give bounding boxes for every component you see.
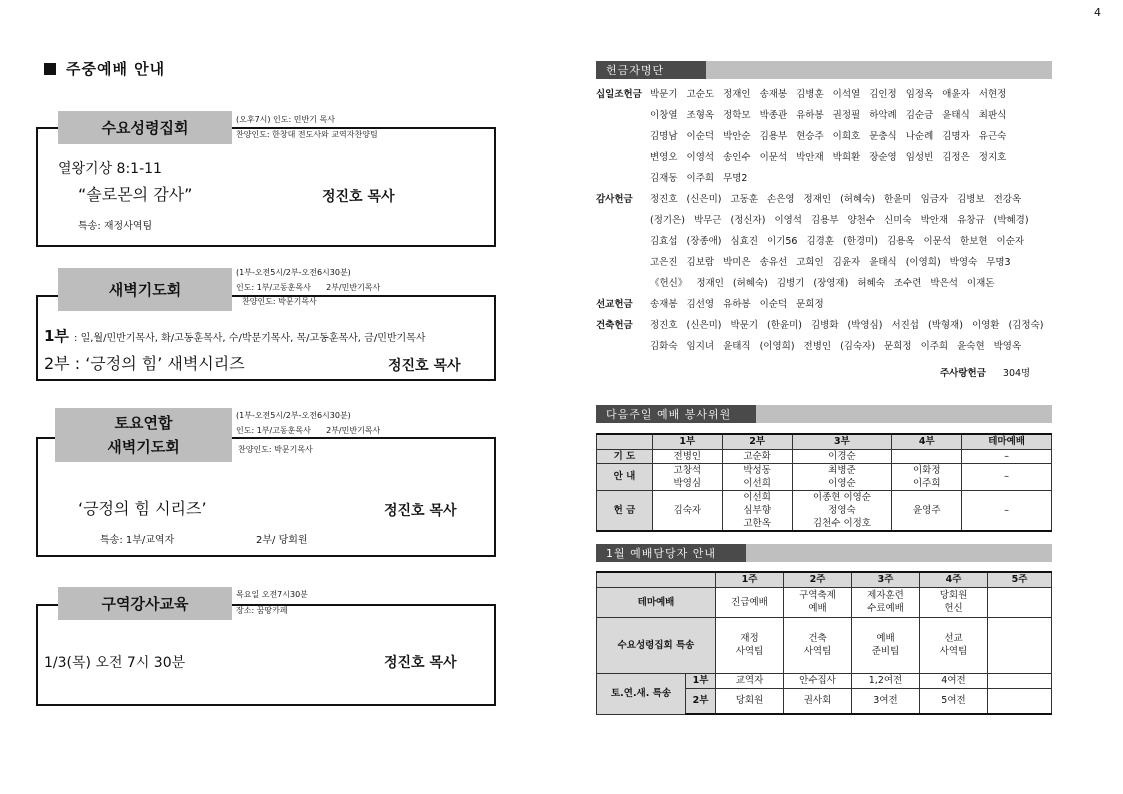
offering-category: 십일조헌금 xyxy=(596,89,642,100)
donor-name: 이기56 xyxy=(767,236,798,247)
donor-name: 임지녀 xyxy=(686,341,715,352)
table-cell: 권사회 xyxy=(784,688,852,714)
donor-name: 정지호 xyxy=(978,152,1007,163)
donor-name: 나순례 xyxy=(905,131,934,142)
donor-name: 임성빈 xyxy=(905,152,934,163)
offering-names xyxy=(650,173,756,184)
row-header: 기 도 xyxy=(597,449,653,463)
sat-service-label xyxy=(55,408,232,462)
donor-name: 김명남 xyxy=(650,131,678,142)
donor-name: (박영심) xyxy=(847,320,883,331)
sat-preacher: 정진호 목사 xyxy=(384,503,457,519)
row-subheader: 2부 xyxy=(686,688,716,714)
district-info-time: 목요일 오전7시30분 xyxy=(236,590,308,599)
column-header: 5주 xyxy=(988,572,1052,587)
donor-name: 박무근 xyxy=(693,215,722,226)
donor-name: 조수련 xyxy=(893,278,922,289)
wed-info-praise: 찬양인도: 한창대 전도사와 교역자찬양팀 xyxy=(236,130,378,139)
donor-name: 윤태식 xyxy=(869,257,897,268)
donor-name: 정진호 xyxy=(650,194,678,205)
dawn-info-leaders: 인도: 1부/고동훈목사 2부/민반기목사 xyxy=(236,283,381,292)
table-cell: 재정 사역팀 xyxy=(716,617,784,673)
donor-name: 서현정 xyxy=(978,89,1007,100)
wed-sermon-title: “솔로몬의 감사” xyxy=(78,185,193,204)
donor-name: 고순도 xyxy=(686,89,715,100)
sat-info-leaders: 인도: 1부/고동훈목사 2부/민반기목사 xyxy=(236,426,381,435)
table-row xyxy=(597,463,1052,490)
donor-name: 이석열 xyxy=(832,89,861,100)
offering-names xyxy=(650,131,1015,142)
table-cell: 진급예배 xyxy=(716,587,784,617)
donor-name: (박형재) xyxy=(927,320,963,331)
donor-name: 유근숙 xyxy=(978,131,1007,142)
dawn-service-label: 새벽기도회 xyxy=(58,268,232,311)
sat-label-line2: 새벽기도회 xyxy=(107,438,180,456)
donor-name: 정진호 xyxy=(650,320,678,331)
offering-names xyxy=(650,194,1030,205)
donor-name: 김병훈 xyxy=(796,89,824,100)
donor-name: (이영희) xyxy=(759,341,795,352)
donor-name: 유창규 xyxy=(957,215,985,226)
page-number: 4 xyxy=(1094,6,1101,19)
donor-name: 박문기 xyxy=(730,320,759,331)
donor-name: 변영오 xyxy=(650,152,678,163)
table-row xyxy=(597,587,1052,617)
district-preacher: 정진호 목사 xyxy=(384,655,457,671)
table-cell: 예배 준비팀 xyxy=(852,617,920,673)
offering-row xyxy=(596,211,1038,231)
table-cell: 이선희 심부향 고한옥 xyxy=(722,490,792,531)
donor-name: 심효진 xyxy=(730,236,759,247)
offering-names xyxy=(650,278,1003,289)
table-cell: 이종현 이영순 정영숙 김천수 이정호 xyxy=(792,490,892,531)
offering-category: 감사헌금 xyxy=(596,194,633,205)
table-cell: 이화정 이주희 xyxy=(892,463,962,490)
table-cell: – xyxy=(962,449,1052,463)
donor-name: 정재인 xyxy=(696,278,724,289)
dawn-info-praise: 찬양인도: 박문기목사 xyxy=(242,297,317,306)
donor-name: 윤태식 xyxy=(942,110,970,121)
row-header: 수요성령집회 특송 xyxy=(597,617,716,673)
sat-special-2: 2부/ 당회원 xyxy=(256,535,308,546)
district-label: 구역강사교육 xyxy=(58,587,232,620)
table-row xyxy=(597,673,1052,688)
donor-name: 송재봉 xyxy=(650,299,678,310)
table-cell: 선교 사역팀 xyxy=(920,617,988,673)
table-cell: 교역자 xyxy=(716,673,784,688)
table-cell: 5여전 xyxy=(920,688,988,714)
donor-name: 김재동 xyxy=(650,173,678,184)
table-cell: 이경순 xyxy=(792,449,892,463)
table-cell: 당회원 헌신 xyxy=(920,587,988,617)
donor-name: 이주희 xyxy=(686,173,715,184)
donor-name: 김병기 xyxy=(776,278,805,289)
offering-row xyxy=(596,274,1003,294)
row-header: 안 내 xyxy=(597,463,653,490)
donor-name: 김용부 xyxy=(810,215,839,226)
offering-total xyxy=(940,365,1030,379)
donor-name: 임정옥 xyxy=(905,89,934,100)
donor-name: 무명3 xyxy=(986,257,1011,268)
sat-info-praise: 찬양인도: 박문기목사 xyxy=(238,445,313,454)
donor-name: 박희환 xyxy=(832,152,861,163)
offering-row xyxy=(596,295,833,315)
donor-name: (신은미) xyxy=(686,320,722,331)
donor-name: 서진섭 xyxy=(891,320,919,331)
table-row xyxy=(597,617,1052,673)
district-info-place: 장소: 꿈땅카페 xyxy=(236,606,288,615)
service-team-title: 다음주일 예배 봉사위원 xyxy=(596,405,756,423)
offering-row xyxy=(596,148,1015,168)
offering-names xyxy=(650,299,833,310)
donor-name: 이순덕 xyxy=(759,299,788,310)
donor-name: 이영환 xyxy=(971,320,1000,331)
table-cell xyxy=(988,617,1052,673)
donor-name: 임금자 xyxy=(920,194,949,205)
donor-name: 김윤자 xyxy=(832,257,861,268)
column-header xyxy=(597,434,653,449)
donor-name: 박종관 xyxy=(759,110,788,121)
offering-row xyxy=(596,190,1030,210)
wed-scripture: 열왕기상 8:1-11 xyxy=(58,161,162,177)
donor-name: 허혜숙 xyxy=(857,278,885,289)
donor-name: 한보현 xyxy=(960,236,988,247)
donor-name: (허혜숙) xyxy=(732,278,768,289)
donor-name: 최판식 xyxy=(978,110,1007,121)
monthly-header xyxy=(596,544,1052,562)
offering-row xyxy=(596,337,1030,357)
donor-name: (한경미) xyxy=(843,236,878,247)
wed-info-time: (오후7시) 인도: 민반기 목사 xyxy=(236,115,335,124)
table-cell: 1,2여전 xyxy=(852,673,920,688)
offering-row xyxy=(596,106,1015,126)
row-header: 헌 금 xyxy=(597,490,653,531)
donor-name: (김정숙) xyxy=(1008,320,1044,331)
offering-total-label: 주사랑헌금 xyxy=(940,368,986,379)
donor-name: 김효섭 xyxy=(650,236,678,247)
sat-info-time: (1부-오전5시/2부-오전6시30분) xyxy=(236,411,351,420)
table-header-row xyxy=(597,434,1052,449)
dawn-preacher: 정진호 목사 xyxy=(388,358,461,374)
donor-name: 신미숙 xyxy=(884,215,912,226)
donor-name: 무명2 xyxy=(723,173,748,184)
donor-name: (장영재) xyxy=(813,278,849,289)
donor-name: 이영석 xyxy=(774,215,802,226)
wed-preacher: 정진호 목사 xyxy=(322,189,395,205)
table-cell xyxy=(988,673,1052,688)
donor-name: 유하봉 xyxy=(796,110,824,121)
table-cell: 윤영주 xyxy=(892,490,962,531)
donor-name: 이주희 xyxy=(920,341,949,352)
donor-name: 고은진 xyxy=(650,257,678,268)
table-cell: – xyxy=(962,463,1052,490)
donor-name: 김용부 xyxy=(759,131,788,142)
offering-row xyxy=(596,253,1020,273)
offering-names xyxy=(650,341,1030,352)
donor-name: (신은미) xyxy=(686,194,722,205)
donor-name: 박영옥 xyxy=(993,341,1022,352)
column-header xyxy=(597,572,716,587)
donor-name: 박안재 xyxy=(796,152,824,163)
column-header: 4주 xyxy=(920,572,988,587)
column-header: 3주 xyxy=(852,572,920,587)
donor-name: 송재봉 xyxy=(759,89,788,100)
table-cell: – xyxy=(962,490,1052,531)
table-cell xyxy=(988,587,1052,617)
donor-name: 송인수 xyxy=(723,152,751,163)
service-team-header xyxy=(596,405,1052,423)
donor-name: 김경훈 xyxy=(806,236,834,247)
donor-name: 박안순 xyxy=(723,131,751,142)
donor-name: 하악례 xyxy=(869,110,897,121)
donor-name: 박문기 xyxy=(650,89,678,100)
offering-names xyxy=(650,110,1015,121)
donor-name: 송유선 xyxy=(759,257,788,268)
donor-name: (김숙자) xyxy=(840,341,876,352)
dawn-part1-label: 1부 xyxy=(44,327,69,345)
service-team-table xyxy=(596,433,1052,532)
donor-name: 《헌신》 xyxy=(650,278,688,289)
table-cell: 4여전 xyxy=(920,673,988,688)
offering-names xyxy=(650,215,1038,226)
donor-name: 이재돈 xyxy=(966,278,995,289)
column-header: 4부 xyxy=(892,434,962,449)
donor-name: 고동훈 xyxy=(730,194,759,205)
table-cell xyxy=(892,449,962,463)
donor-name: 이창열 xyxy=(650,110,678,121)
table-cell: 제자훈련 수료예배 xyxy=(852,587,920,617)
donor-name: 김명자 xyxy=(942,131,970,142)
page-title xyxy=(44,58,165,79)
donor-name: 정재인 xyxy=(723,89,751,100)
dawn-part2: 2부 : ‘긍정의 힘’ 새벽시리즈 xyxy=(44,354,245,373)
donor-name: (이영희) xyxy=(905,257,941,268)
donor-name: 문희정 xyxy=(796,299,824,310)
table-cell: 고창석 박영심 xyxy=(652,463,722,490)
row-subheader: 1부 xyxy=(686,673,716,688)
donor-name: 양천수 xyxy=(847,215,876,226)
donor-name: (정신자) xyxy=(730,215,766,226)
page-title-text: 주중예배 안내 xyxy=(66,60,166,78)
donor-name: 박안재 xyxy=(920,215,949,226)
column-header: 2부 xyxy=(722,434,792,449)
table-cell: 구역축제 예배 xyxy=(784,587,852,617)
offering-row xyxy=(596,127,1015,147)
monthly-title: 1월 예배담당자 안내 xyxy=(596,544,746,562)
table-cell: 고순화 xyxy=(722,449,792,463)
column-header: 1부 xyxy=(652,434,722,449)
donor-name: 손은영 xyxy=(767,194,795,205)
donor-name: 이희호 xyxy=(832,131,861,142)
donor-name: 김화숙 xyxy=(650,341,678,352)
district-datetime: 1/3(목) 오전 7시 30분 xyxy=(44,655,186,671)
donor-name: 김병화 xyxy=(810,320,839,331)
donor-name: (정기은) xyxy=(650,215,685,226)
column-header: 2주 xyxy=(784,572,852,587)
donor-name: 김정은 xyxy=(942,152,970,163)
offering-row xyxy=(596,85,1015,105)
column-header: 3부 xyxy=(792,434,892,449)
table-row xyxy=(597,490,1052,531)
dawn-part1 xyxy=(44,325,426,346)
table-cell: 안수집사 xyxy=(784,673,852,688)
donor-name: 전강옥 xyxy=(993,194,1022,205)
offering-names xyxy=(650,152,1015,163)
donor-name: 문충식 xyxy=(869,131,897,142)
donor-name: 김용옥 xyxy=(886,236,915,247)
donor-name: 박미은 xyxy=(723,257,751,268)
row-header: 테마예배 xyxy=(597,587,716,617)
donor-name: 이순자 xyxy=(996,236,1025,247)
donor-name: 정재인 xyxy=(803,194,832,205)
donor-name: 이문석 xyxy=(923,236,952,247)
table-cell: 최병준 이영순 xyxy=(792,463,892,490)
offering-title: 헌금자명단 xyxy=(596,61,706,79)
donor-name: 이문석 xyxy=(759,152,788,163)
table-cell: 당회원 xyxy=(716,688,784,714)
table-cell: 3여전 xyxy=(852,688,920,714)
wed-special: 특송: 재정사역팀 xyxy=(78,221,153,232)
offering-row xyxy=(596,169,756,189)
square-bullet-icon xyxy=(44,63,56,75)
sat-special-1: 특송: 1부/교역자 xyxy=(100,535,175,546)
donor-name: 김선영 xyxy=(686,299,715,310)
column-header: 테마예배 xyxy=(962,434,1052,449)
table-cell: 김숙자 xyxy=(652,490,722,531)
donor-name: 현승주 xyxy=(796,131,824,142)
dawn-part1-text: : 일,월/민반기목사, 화/고동훈목사, 수/박문기목사, 목/고동훈목사, 금/민반기목사 xyxy=(74,333,426,344)
offering-category: 선교헌금 xyxy=(596,299,633,310)
dawn-info-time: (1부-오전5시/2부-오전6시30분) xyxy=(236,268,351,277)
table-cell: 박성동 이선희 xyxy=(722,463,792,490)
donor-name: (박혜경) xyxy=(993,215,1029,226)
donor-name: 애윤자 xyxy=(942,89,970,100)
donor-name: 전병인 xyxy=(803,341,832,352)
donor-name: 김인정 xyxy=(869,89,897,100)
offering-row xyxy=(596,316,1052,336)
table-cell xyxy=(988,688,1052,714)
donor-name: 이순덕 xyxy=(686,131,715,142)
donor-name: 김병보 xyxy=(957,194,985,205)
offering-names xyxy=(650,320,1052,331)
offering-header xyxy=(596,61,1052,79)
column-header: 1주 xyxy=(716,572,784,587)
offering-names xyxy=(650,89,1015,100)
monthly-table xyxy=(596,571,1052,715)
offering-names xyxy=(650,257,1020,268)
donor-name: 문희정 xyxy=(884,341,912,352)
offering-total-value: 304명 xyxy=(1002,368,1031,379)
offering-names xyxy=(650,236,1033,247)
donor-name: 김보람 xyxy=(686,257,715,268)
donor-name: (한윤미) xyxy=(767,320,802,331)
donor-name: 유하봉 xyxy=(723,299,751,310)
donor-name: (장종애) xyxy=(686,236,722,247)
offering-category: 건축헌금 xyxy=(596,320,633,331)
table-cell: 건축 사역팀 xyxy=(784,617,852,673)
sat-label-line1: 토요연합 xyxy=(114,414,173,432)
donor-name: 박은석 xyxy=(930,278,958,289)
wed-service-label: 수요성령집회 xyxy=(58,111,232,144)
table-cell: 전병인 xyxy=(652,449,722,463)
donor-name: 조형옥 xyxy=(686,110,715,121)
donor-name: 장순영 xyxy=(869,152,897,163)
sat-sermon-title: ‘긍정의 힘 시리즈’ xyxy=(78,499,207,518)
donor-name: 정학모 xyxy=(723,110,751,121)
donor-name: 권정필 xyxy=(832,110,861,121)
donor-name: (허혜숙) xyxy=(840,194,876,205)
offering-row xyxy=(596,232,1033,252)
donor-name: 이영석 xyxy=(686,152,715,163)
donor-name: 한윤미 xyxy=(884,194,912,205)
donor-name: 고희인 xyxy=(796,257,824,268)
table-row xyxy=(597,449,1052,463)
donor-name: 김순금 xyxy=(905,110,934,121)
donor-name: 윤숙현 xyxy=(957,341,985,352)
donor-name: 박영숙 xyxy=(949,257,978,268)
row-header: 토.연.새. 특송 xyxy=(597,673,686,714)
donor-name: 윤태직 xyxy=(723,341,751,352)
table-header-row xyxy=(597,572,1052,587)
